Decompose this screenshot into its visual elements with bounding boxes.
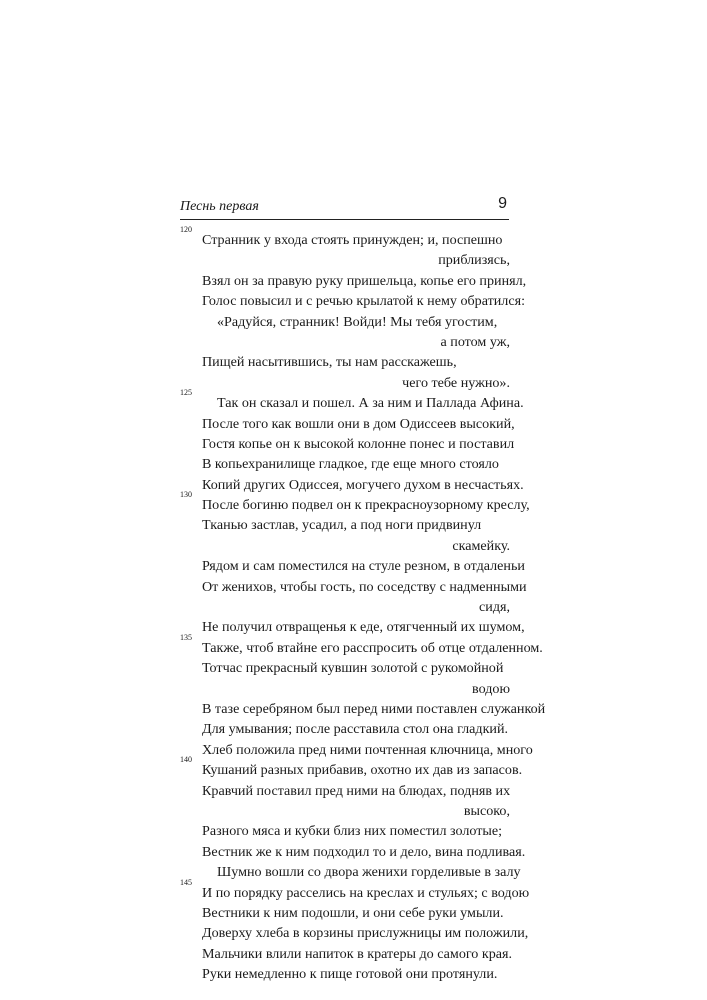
line-text: Так он сказал и пошел. А за ним и Паллада Афина. <box>217 395 524 412</box>
line-text: высоко, <box>463 802 510 819</box>
line-text: Копий других Одиссея, могучего духом в несчастьях. <box>202 476 524 493</box>
line-text: Доверху хлеба в корзины прислужницы им положили, <box>202 925 529 942</box>
verse-line <box>180 597 510 617</box>
line-text: Тотчас прекрасный кувшин золотой с рукомойной <box>202 660 504 677</box>
verse-line <box>180 536 510 556</box>
verse-line <box>180 312 510 332</box>
line-text: И по порядку расселись на креслах и стульях; с водою <box>202 884 530 901</box>
line-text: Тканью застлав, усадил, а под ноги придвинул <box>202 517 482 534</box>
page-header <box>180 195 509 220</box>
verse-line <box>180 515 510 535</box>
line-text: Также, чтоб втайне его расспросить об отце отдаленном. <box>202 639 543 656</box>
verse-line <box>180 740 533 760</box>
line-text: водою <box>472 680 510 697</box>
verse-line <box>180 862 521 882</box>
line-text: Странник у входа стоять принужден; и, поспешно <box>202 232 503 248</box>
line-text: В копьехранилище гладкое, где еще много стояло <box>202 456 499 473</box>
verse-line <box>180 373 510 393</box>
line-text: После богиню подвел он к прекрасноузорному креслу, <box>202 497 530 514</box>
line-text: Вестник же к ним подходил то и дело, вина подливая. <box>202 843 526 860</box>
verse-line <box>180 842 526 862</box>
line-text: Взял он за правую руку пришельца, копье его принял, <box>202 272 527 289</box>
verse-line <box>180 632 543 658</box>
verse-line <box>180 923 529 943</box>
line-text: Хлеб положила пред ними почтенная ключница, много <box>202 741 533 758</box>
line-text: Руки немедленно к пище готовой они протянули. <box>202 966 498 983</box>
line-text: скамейку. <box>452 537 510 554</box>
poem-text <box>180 225 546 984</box>
verse-line <box>180 414 515 434</box>
line-text: Гостя копье он к высокой колонне понес и поставил <box>202 435 515 452</box>
line-text: После того как вошли они в дом Одиссеев высокий, <box>202 415 515 432</box>
verse-line <box>180 490 530 515</box>
verse-line <box>180 658 510 678</box>
line-text: Для умывания; после расставила стол она гладкий. <box>202 721 509 738</box>
verse-line <box>180 352 510 372</box>
verse-line <box>180 556 525 576</box>
verse-line <box>180 454 510 474</box>
verse-line <box>180 434 515 454</box>
verse-line <box>180 332 510 352</box>
verse-line <box>180 877 530 903</box>
verse-line <box>180 475 524 495</box>
line-text: чего тебе нужно». <box>402 374 510 391</box>
line-text: сидя, <box>479 599 510 616</box>
line-number: 120 <box>180 225 192 234</box>
line-text: В тазе серебряном был перед ними поставлен служанкой <box>202 700 546 717</box>
verse-line <box>180 577 527 597</box>
line-text: Вестники к ним подошли, и они себе руки умыли. <box>202 904 504 921</box>
running-head: Песнь первая <box>180 199 259 214</box>
verse-line <box>180 801 510 821</box>
verse-line <box>180 719 510 739</box>
verse-line <box>180 617 525 637</box>
verse-line <box>180 964 510 984</box>
line-text: а потом уж, <box>440 333 510 350</box>
line-text: От женихов, чтобы гость, по соседству с надменными <box>202 578 527 595</box>
line-text: Шумно вошли со двора женихи горделивые в залу <box>217 864 521 881</box>
verse-line <box>180 755 523 780</box>
page-number: 9 <box>498 195 507 212</box>
verse-line <box>180 250 510 270</box>
line-text: Не получил отвращенья к еде, отягченный их шумом, <box>202 619 525 636</box>
verse-line <box>180 388 524 413</box>
line-text: приблизясь, <box>438 252 510 269</box>
line-number: 140 <box>180 755 192 765</box>
verse-line <box>180 699 546 719</box>
line-text: Голос повысил и с речью крылатой к нему обратился: <box>202 293 525 310</box>
line-number: 135 <box>180 632 192 642</box>
line-text: Пищей насытившись, ты нам расскажешь, <box>202 354 457 371</box>
verse-line <box>180 679 510 699</box>
line-text: Рядом и сам поместился на стуле резном, в отдаленьи <box>202 558 525 575</box>
verse-line <box>180 291 525 311</box>
verse-line <box>180 781 510 801</box>
verse-line <box>180 903 510 923</box>
line-text: Разного мяса и кубки близ них поместил золотые; <box>202 823 503 840</box>
verse-line <box>180 271 527 291</box>
line-text: «Радуйся, странник! Войди! Мы тебя угостим, <box>217 313 498 330</box>
line-text: Кушаний разных прибавив, охотно их дав из запасов. <box>202 762 523 779</box>
line-text: Мальчики влили напиток в кратеры до самого края. <box>202 945 513 962</box>
line-text: Кравчий поставил пред ними на блюдах, подняв их <box>202 782 511 799</box>
line-number: 145 <box>180 877 192 887</box>
verse-line <box>180 821 510 841</box>
verse-line <box>180 225 510 250</box>
line-number: 125 <box>180 388 192 398</box>
verse-line <box>180 944 513 964</box>
line-number: 130 <box>180 490 192 500</box>
